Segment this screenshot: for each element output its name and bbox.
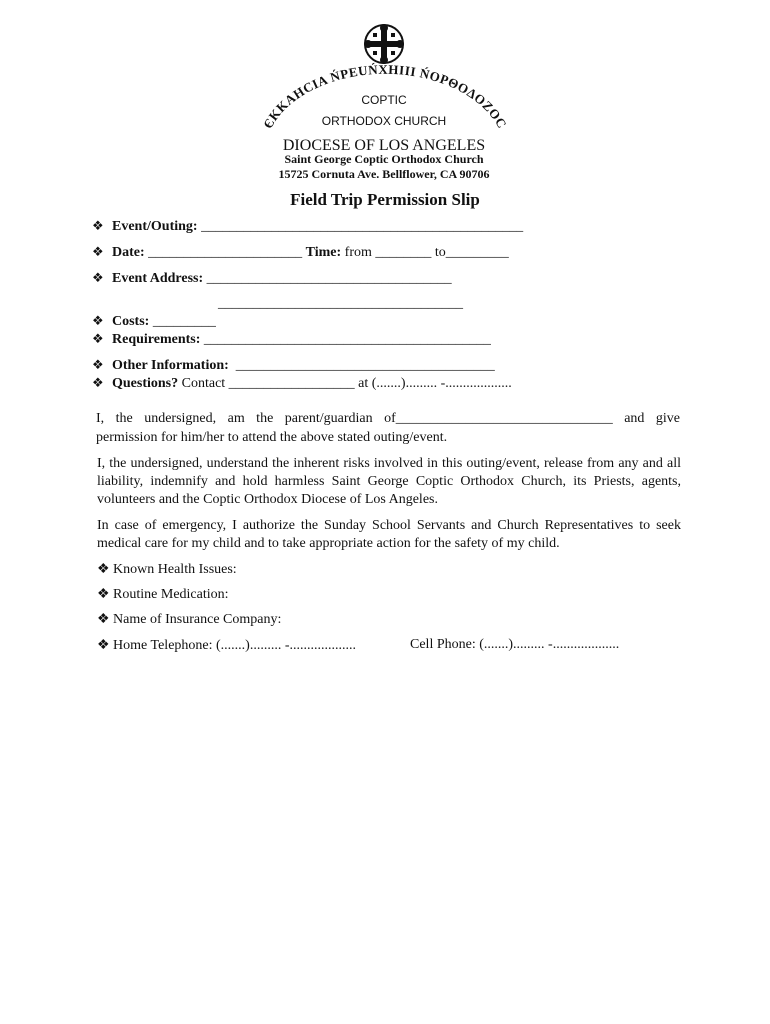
- bullet-icon: ❖: [92, 244, 104, 259]
- time-label: Time:: [305, 245, 342, 260]
- diocese-logo: [250, 14, 520, 186]
- health-issues-field[interactable]: ❖ Known Health Issues:: [97, 562, 237, 577]
- requirements-label: Requirements:: [112, 332, 201, 347]
- liability-paragraph: I, the undersigned, understand the inherent risks involved in this outing/event, release from any and all liability, indemnify and hold harmless Saint George Coptic Orthodox Church, its Priests, agents, volunteers and the Coptic Orthodox Diocese of Los Angeles.: [97, 456, 681, 507]
- date-time-field[interactable]: [92, 244, 509, 261]
- questions-field[interactable]: [92, 375, 512, 392]
- time-to[interactable]: to_________: [434, 245, 509, 260]
- bullet-icon: ❖: [92, 375, 104, 390]
- church-address: 15725 Cornuta Ave. Bellflower, CA 90706: [278, 167, 490, 181]
- event-label: Event/Outing:: [112, 219, 198, 234]
- date-label: Date:: [112, 245, 145, 260]
- date-line[interactable]: ______________________: [148, 245, 303, 260]
- consent-paragraph-line-1: I, the undersigned, am the parent/guardian of_______________________________ and give: [96, 411, 680, 426]
- emergency-paragraph: In case of emergency, I authorize the Sunday School Servants and Church Representatives to seek medical care for my child and to take appropriate action for the safety of my child.: [97, 518, 681, 551]
- page-title: Field Trip Permission Slip: [290, 190, 480, 209]
- bullet-icon: ❖: [92, 331, 104, 346]
- other-info-line[interactable]: _____________________________________: [235, 358, 495, 373]
- time-from[interactable]: from ________: [344, 245, 432, 260]
- routine-medication-field[interactable]: ❖ Routine Medication:: [97, 587, 229, 602]
- insurance-company-field[interactable]: ❖ Name of Insurance Company:: [97, 612, 282, 627]
- requirements-line[interactable]: _________________________________________: [203, 332, 491, 347]
- consent-paragraph-line-2: permission for him/her to attend the above stated outing/event.: [96, 430, 448, 445]
- coptic-label: COPTIC: [361, 93, 407, 107]
- coptic-arc-text: ЄKKAHCIA ŃPEUŃXHIII ŃOPΘOΔOZOC: [260, 61, 510, 132]
- bullet-icon: ❖: [92, 270, 104, 285]
- costs-line[interactable]: _________: [152, 314, 216, 329]
- diocese-name: DIOCESE OF LOS ANGELES: [282, 137, 486, 154]
- address-line-2[interactable]: ___________________________________: [218, 296, 463, 311]
- bullet-icon: ❖: [92, 218, 104, 233]
- questions-contact[interactable]: Contact __________________ at (.......)......... -...................: [181, 376, 512, 391]
- bullet-icon: ❖: [92, 357, 104, 372]
- address-label: Event Address:: [112, 271, 204, 286]
- other-info-label: Other Information:: [112, 358, 229, 373]
- bullet-icon: ❖: [92, 313, 104, 328]
- coptic-cross-icon: [364, 24, 404, 64]
- home-telephone-field[interactable]: ❖ Home Telephone: (.......)......... -...................: [97, 638, 356, 653]
- event-line[interactable]: ______________________________________________: [201, 219, 524, 234]
- address-field[interactable]: [92, 270, 452, 287]
- questions-label: Questions?: [112, 376, 179, 391]
- costs-field[interactable]: [92, 313, 216, 330]
- orthodox-church-label: ORTHODOX CHURCH: [321, 114, 447, 128]
- address-line-1[interactable]: ___________________________________: [206, 271, 452, 286]
- costs-label: Costs:: [112, 314, 150, 329]
- church-name: Saint George Coptic Orthodox Church: [284, 152, 484, 166]
- event-field[interactable]: [92, 218, 523, 235]
- requirements-field[interactable]: [92, 331, 491, 348]
- cell-phone-field[interactable]: Cell Phone: (.......)......... -...................: [410, 637, 620, 652]
- other-info-field[interactable]: [92, 357, 495, 374]
